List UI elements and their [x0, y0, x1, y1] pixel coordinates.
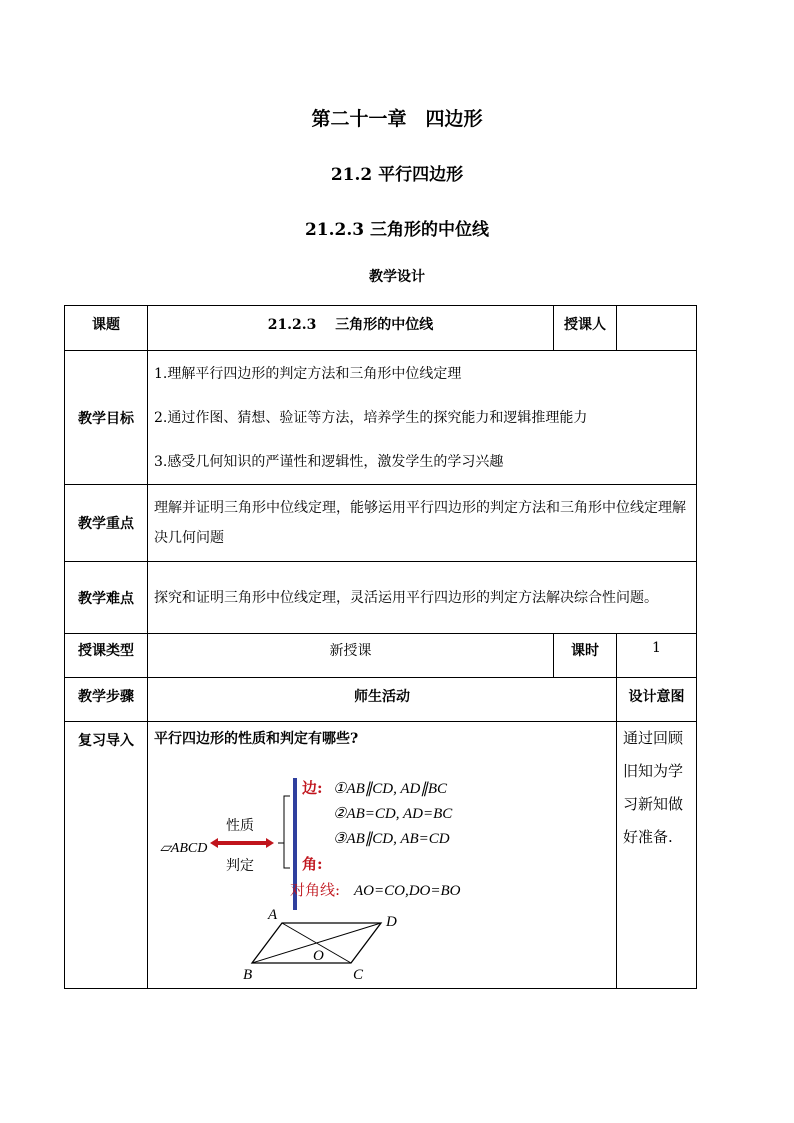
type-row	[65, 634, 697, 678]
diagonal-text: AO=CO,DO=BO	[354, 883, 461, 899]
double-arrow-shaft	[218, 841, 266, 845]
steps-label: 教学步骤	[65, 678, 148, 722]
goal-item: 2.通过作图、猜想、验证等方法，培养学生的探究能力和逻辑推理能力	[154, 409, 588, 426]
angle-label: 角:	[302, 855, 323, 873]
intent-label: 设计意图	[617, 678, 697, 722]
lesson-plan-table	[64, 305, 697, 989]
topic-value: 21.2.3 三角形的中位线	[148, 306, 554, 351]
goals-label: 教学目标	[65, 351, 148, 485]
point-a-label: A	[268, 907, 278, 923]
section-title: 21.2 平行四边形	[330, 165, 464, 185]
teacher-value	[617, 306, 697, 351]
difficulty-label: 教学难点	[65, 562, 148, 634]
goals-row	[65, 351, 697, 485]
subsection-title: 21.2.3 三角形的中位线	[304, 220, 490, 240]
key-label: 教学重点	[65, 485, 148, 562]
review-intent: 通过回顾旧知为学习新知做好准备.	[617, 722, 697, 989]
point-b-label: B	[243, 967, 253, 983]
side-label: 边:	[302, 779, 323, 797]
goals-cell	[148, 351, 697, 485]
chapter-title: 第二十一章 四边形	[311, 108, 483, 130]
property-label: 性质	[226, 818, 254, 834]
goal-item: 1.理解平行四边形的判定方法和三角形中位线定理	[154, 365, 462, 382]
goal-item: 3.感受几何知识的严谨性和逻辑性，激发学生的学习兴趣	[154, 453, 504, 470]
type-value: 新授课	[148, 634, 554, 678]
difficulty-row	[65, 562, 697, 634]
diagonal-label: 对角线:	[290, 881, 341, 899]
key-text: 理解并证明三角形中位线定理，能够运用平行四边形的判定方法和三角形中位线定理解决几何问题	[148, 485, 697, 562]
abcd-label: ▱ABCD	[160, 841, 208, 856]
teacher-label: 授课人	[554, 306, 617, 351]
hours-value: 1	[617, 634, 697, 678]
side-line-2: ②AB=CD, AD=BC	[333, 806, 453, 822]
double-arrow-right-head	[266, 838, 274, 848]
point-d-label: D	[386, 914, 397, 930]
brace-bracket	[278, 796, 290, 868]
review-question: 平行四边形的性质和判定有哪些?	[154, 731, 359, 747]
difficulty-text: 探究和证明三角形中位线定理，灵活运用平行四边形的判定方法解决综合性问题。	[148, 562, 697, 634]
doc-type-title: 教学设计	[369, 269, 425, 285]
hours-label: 课时	[554, 634, 617, 678]
parallelogram-concept-diagram	[148, 748, 614, 988]
review-activity-cell	[148, 722, 617, 989]
activity-label: 师生活动	[148, 678, 617, 722]
type-label: 授课类型	[65, 634, 148, 678]
point-c-label: C	[353, 967, 364, 983]
double-arrow-left-head	[210, 838, 218, 848]
criterion-label: 判定	[226, 858, 254, 874]
point-o-label: O	[313, 948, 324, 964]
key-row	[65, 485, 697, 562]
topic-row	[65, 306, 697, 351]
side-line-3: ③AB∥CD, AB=CD	[333, 831, 450, 847]
review-label: 复习导入	[65, 722, 148, 989]
review-row	[65, 722, 697, 989]
steps-header-row	[65, 678, 697, 722]
side-line-1: ①AB∥CD, AD∥BC	[333, 781, 448, 797]
topic-label: 课题	[65, 306, 148, 351]
